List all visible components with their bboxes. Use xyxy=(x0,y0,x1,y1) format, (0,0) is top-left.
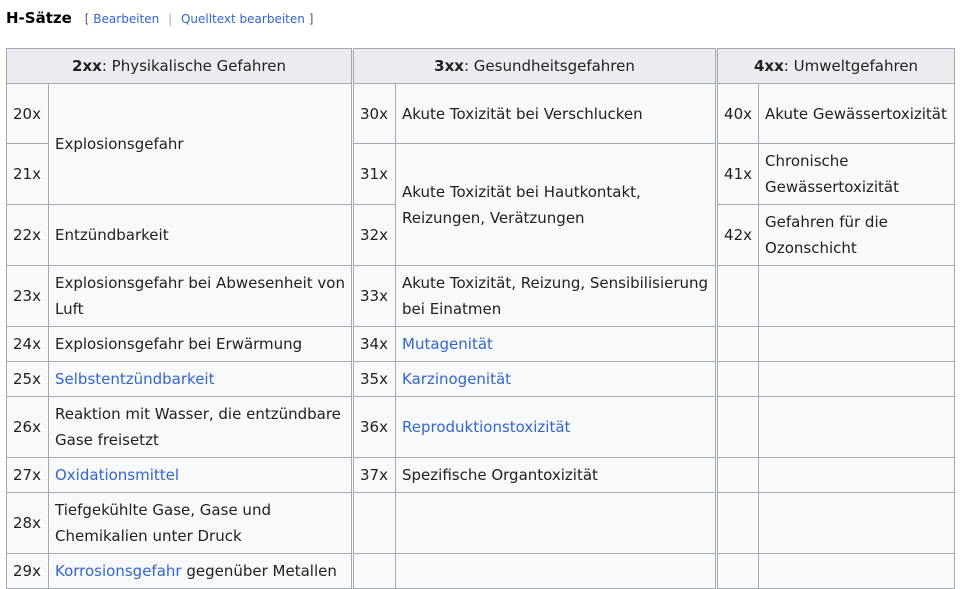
table-row xyxy=(7,362,955,397)
description-suffix: gegenüber Metallen xyxy=(181,562,337,580)
selbstentzuendbarkeit-link[interactable]: Selbstentzündbarkeit xyxy=(55,370,215,388)
empty-cell xyxy=(759,362,955,397)
description-cell xyxy=(49,554,353,589)
code-cell: 26x xyxy=(7,397,49,458)
description-cell: Akute Toxizität bei Hautkontakt, Reizungen, Verätzungen xyxy=(396,144,717,266)
karzinogenitaet-link[interactable]: Karzinogenität xyxy=(402,370,512,388)
description-cell xyxy=(396,397,717,458)
code-cell: 23x xyxy=(7,266,49,327)
description-cell: Tiefgekühlte Gase, Gase und Chemikalien unter Druck xyxy=(49,493,353,554)
h-statements-table xyxy=(6,48,955,589)
description-cell: Reaktion mit Wasser, die entzündbare Gase freisetzt xyxy=(49,397,353,458)
table-row xyxy=(7,554,955,589)
edit-link[interactable]: Bearbeiten xyxy=(93,12,160,26)
korrosionsgefahr-link[interactable]: Korrosionsgefahr xyxy=(55,562,182,580)
header-health-hazards: 3xx: Gesundheitsgefahren xyxy=(353,49,717,84)
code-cell: 20x xyxy=(7,84,49,144)
code-cell: 41x xyxy=(717,144,759,205)
description-cell: Spezifische Organtoxizität xyxy=(396,458,717,493)
table-row xyxy=(7,493,955,554)
code-cell: 34x xyxy=(353,327,396,362)
code-cell: 32x xyxy=(353,205,396,266)
code-cell: 22x xyxy=(7,205,49,266)
code-cell: 21x xyxy=(7,144,49,205)
description-cell xyxy=(396,362,717,397)
bracket-open: [ xyxy=(84,12,90,26)
description-cell: Gefahren für die Ozonschicht xyxy=(759,205,955,266)
code-cell: 27x xyxy=(7,458,49,493)
code-cell: 42x xyxy=(717,205,759,266)
empty-cell xyxy=(717,397,759,458)
empty-cell xyxy=(759,458,955,493)
edit-source-link[interactable]: Quelltext bearbeiten xyxy=(180,12,305,26)
code-cell: 29x xyxy=(7,554,49,589)
empty-cell xyxy=(717,362,759,397)
table-row xyxy=(7,397,955,458)
code-cell: 24x xyxy=(7,327,49,362)
description-cell: Chronische Gewässertoxizität xyxy=(759,144,955,205)
empty-cell xyxy=(717,266,759,327)
empty-cell xyxy=(717,554,759,589)
description-cell xyxy=(49,362,353,397)
code-cell: 31x xyxy=(353,144,396,205)
oxidationsmittel-link[interactable]: Oxidationsmittel xyxy=(55,466,180,484)
code-cell: 33x xyxy=(353,266,396,327)
code-cell: 30x xyxy=(353,84,396,144)
empty-cell xyxy=(717,458,759,493)
empty-cell xyxy=(353,493,396,554)
description-cell: Akute Toxizität bei Verschlucken xyxy=(396,84,717,144)
empty-cell xyxy=(759,554,955,589)
mutagenitaet-link[interactable]: Mutagenität xyxy=(402,335,493,353)
table-row xyxy=(7,458,955,493)
edit-section-links xyxy=(85,12,314,26)
table-row xyxy=(7,266,955,327)
code-cell: 36x xyxy=(353,397,396,458)
header-environmental-hazards: 4xx: Umweltgefahren xyxy=(717,49,955,84)
section-title: H-Sätze xyxy=(6,9,72,27)
empty-cell xyxy=(759,493,955,554)
empty-cell xyxy=(396,493,717,554)
description-cell: Explosionsgefahr xyxy=(49,84,353,205)
reproduktionstoxizitaet-link[interactable]: Reproduktionstoxizität xyxy=(402,418,571,436)
bracket-close: ] xyxy=(308,12,314,26)
empty-cell xyxy=(717,493,759,554)
code-cell: 28x xyxy=(7,493,49,554)
description-cell xyxy=(49,458,353,493)
description-cell: Akute Gewässertoxizität xyxy=(759,84,955,144)
empty-cell xyxy=(759,397,955,458)
edit-separator: | xyxy=(168,12,173,26)
description-cell: Explosionsgefahr bei Erwärmung xyxy=(49,327,353,362)
code-cell: 35x xyxy=(353,362,396,397)
table-row xyxy=(7,327,955,362)
code-cell: 25x xyxy=(7,362,49,397)
description-cell xyxy=(396,327,717,362)
empty-cell xyxy=(717,327,759,362)
empty-cell xyxy=(759,266,955,327)
empty-cell xyxy=(759,327,955,362)
description-cell: Akute Toxizität, Reizung, Sensibilisierung bei Einatmen xyxy=(396,266,717,327)
table-header-row xyxy=(7,49,955,84)
header-physical-hazards: 2xx: Physikalische Gefahren xyxy=(7,49,353,84)
empty-cell xyxy=(353,554,396,589)
code-cell: 37x xyxy=(353,458,396,493)
section-heading xyxy=(6,9,313,33)
empty-cell xyxy=(396,554,717,589)
description-cell: Explosionsgefahr bei Abwesenheit von Luft xyxy=(49,266,353,327)
table-row xyxy=(7,84,955,144)
code-cell: 40x xyxy=(717,84,759,144)
description-cell: Entzündbarkeit xyxy=(49,205,353,266)
